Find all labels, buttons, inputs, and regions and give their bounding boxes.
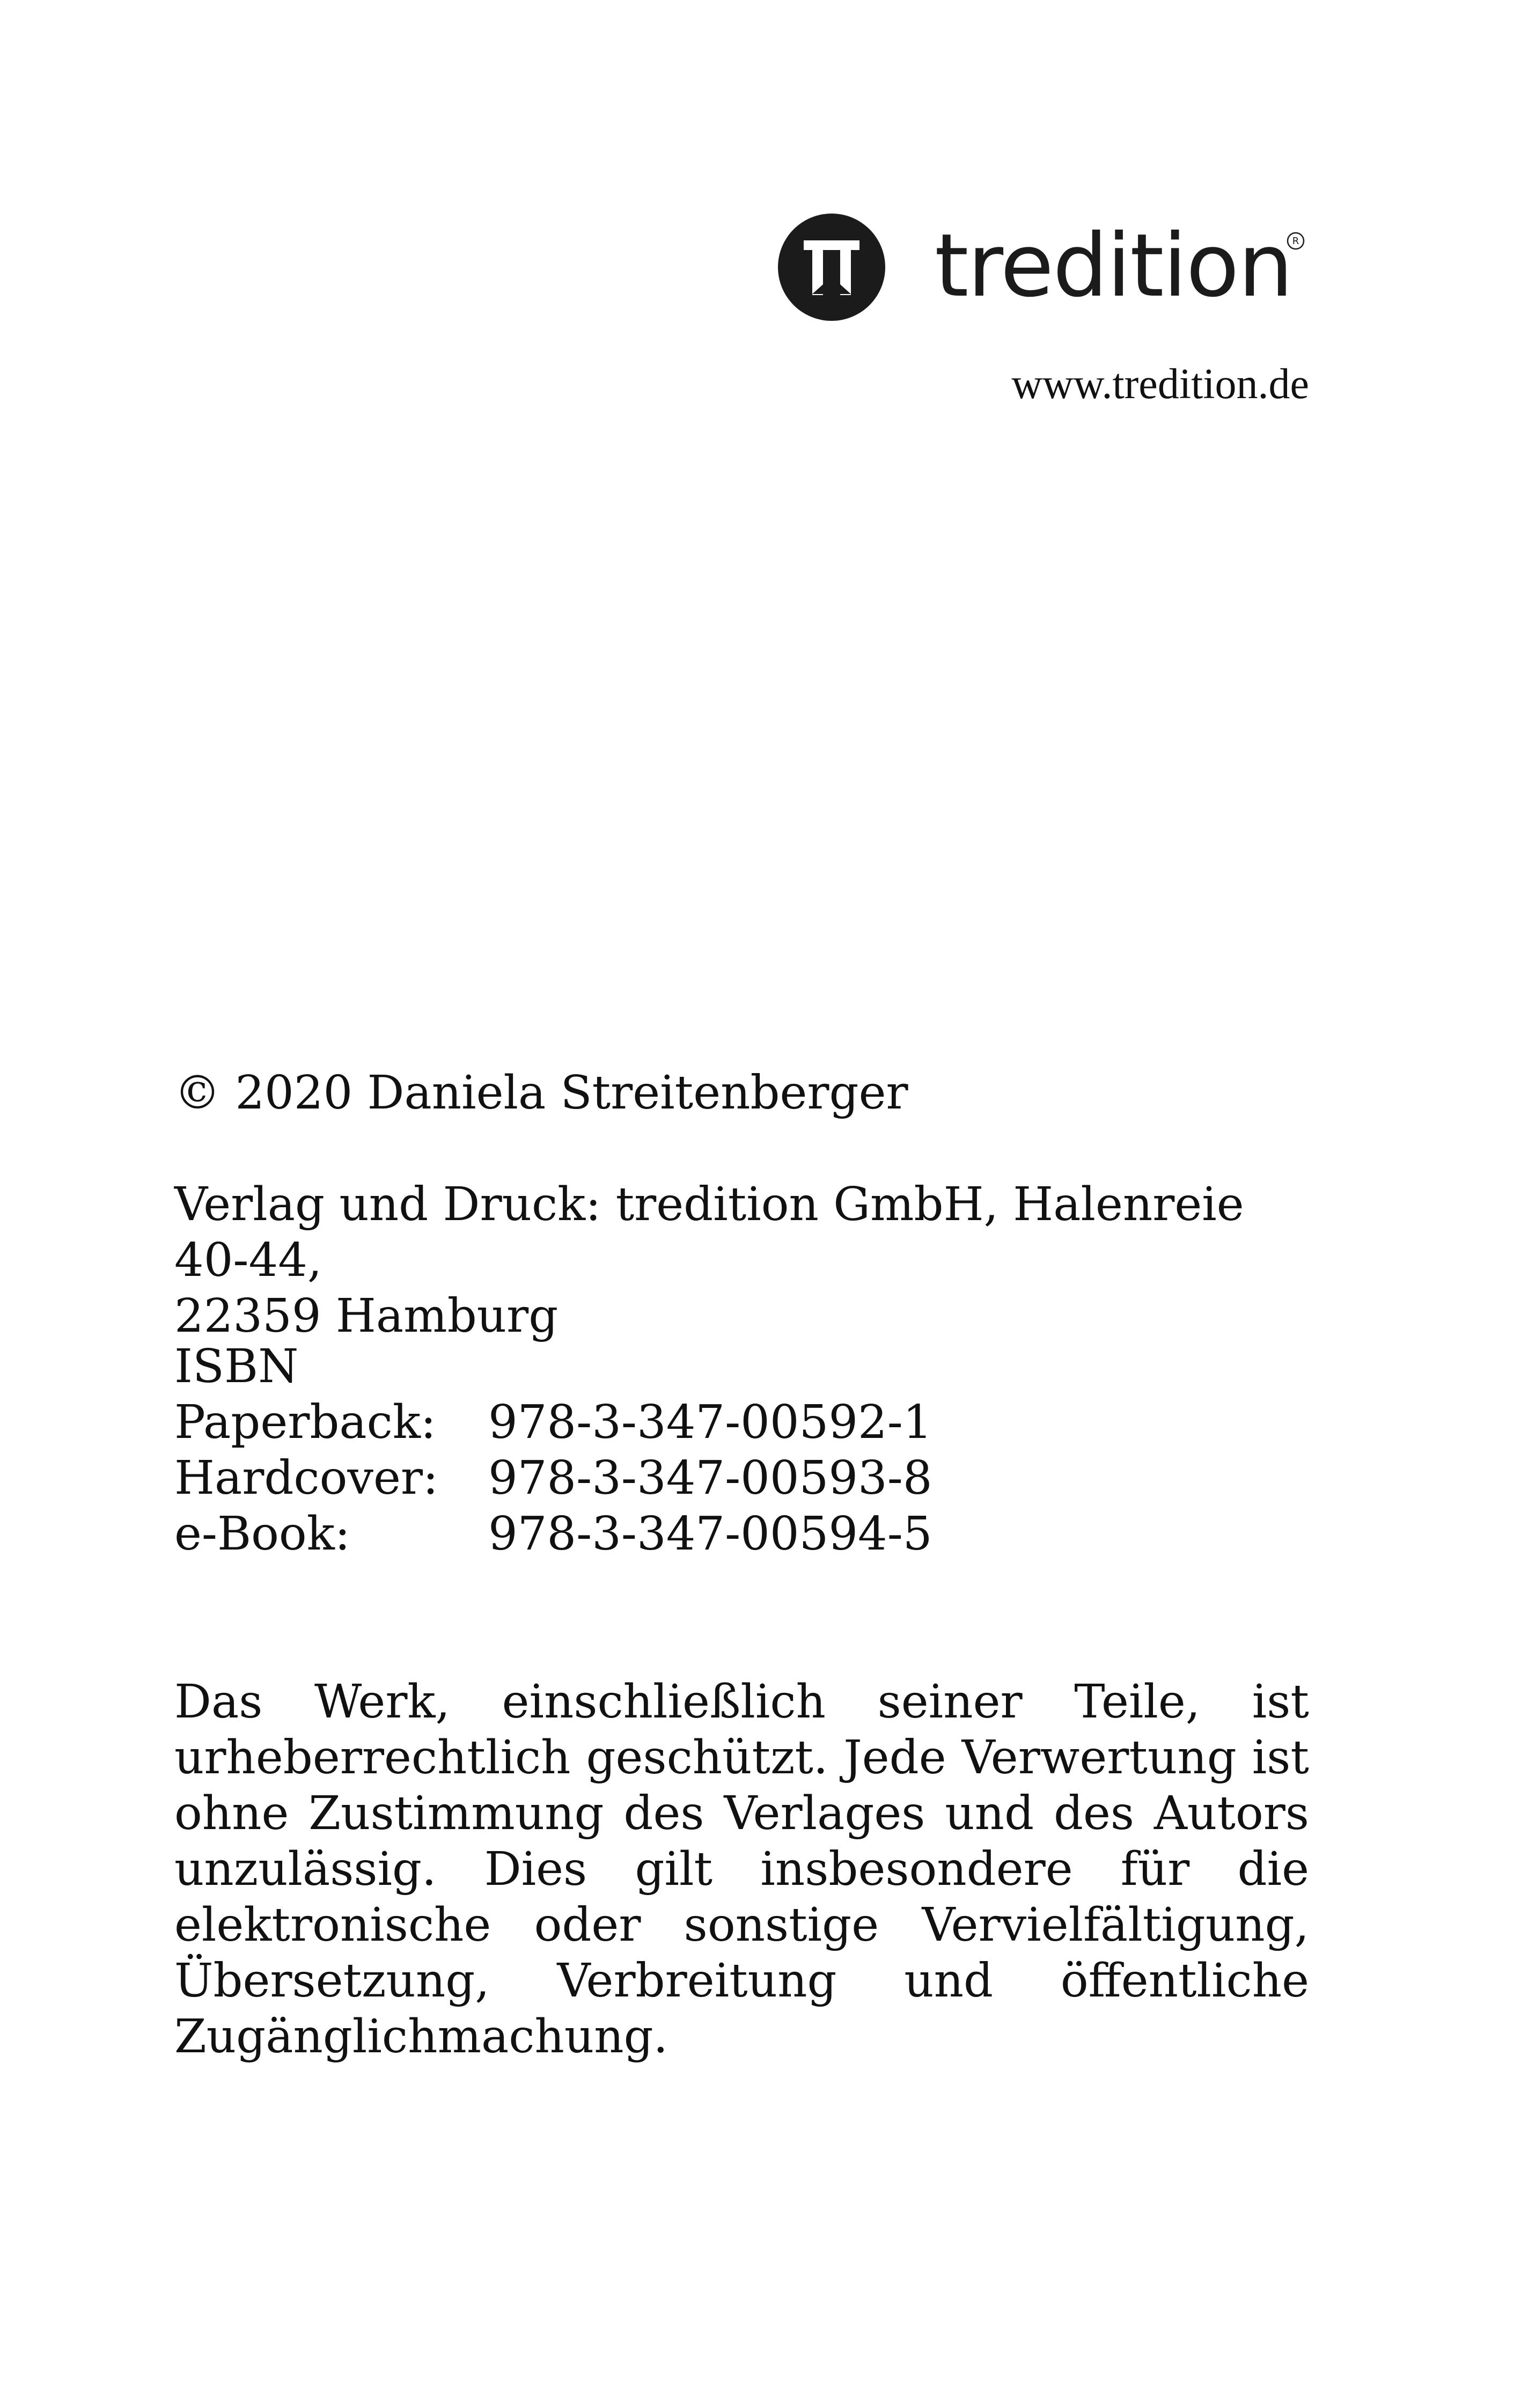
publisher-line-1: Verlag und Druck: tredition GmbH, Halenreie 40-44, <box>174 1178 1244 1287</box>
isbn-value: 978-3-347-00593-8 <box>488 1451 932 1505</box>
isbn-row <box>174 1450 1309 1506</box>
isbn-label: Hardcover: <box>174 1451 438 1505</box>
tredition-logo-icon <box>778 214 885 321</box>
publisher-address <box>174 1177 1309 1344</box>
isbn-label: e-Book: <box>174 1507 350 1561</box>
isbn-row <box>174 1394 1309 1450</box>
isbn-block <box>174 1339 1309 1562</box>
publisher-logo <box>778 214 1309 321</box>
publisher-line-2: 22359 Hamburg <box>174 1289 559 1343</box>
svg-text:R: R <box>1292 236 1299 247</box>
isbn-heading: ISBN <box>174 1340 299 1393</box>
legal-notice: Das Werk, einschließlich seiner Teile, ist urheberrechtlich geschützt. Jede Verwertung ist ohne Zustimmung des Verlages und des Autors unzulässig. Dies gilt insbesondere für die elektronische oder sonstige Vervielfältigung, Übersetzung, Verbreitung und öffentliche Zugänglichmachung. <box>174 1675 1309 2064</box>
isbn-row <box>174 1506 1309 1562</box>
publisher-website: www.tredition.de <box>1011 361 1309 408</box>
isbn-label: Paperback: <box>174 1396 436 1449</box>
isbn-value: 978-3-347-00592-1 <box>488 1396 932 1449</box>
copyright-line: © 2020 Daniela Streitenberger <box>174 1066 908 1120</box>
isbn-value: 978-3-347-00594-5 <box>488 1507 932 1561</box>
registered-mark-icon <box>1287 232 1305 250</box>
logo-wordmark: tredition <box>935 216 1292 317</box>
